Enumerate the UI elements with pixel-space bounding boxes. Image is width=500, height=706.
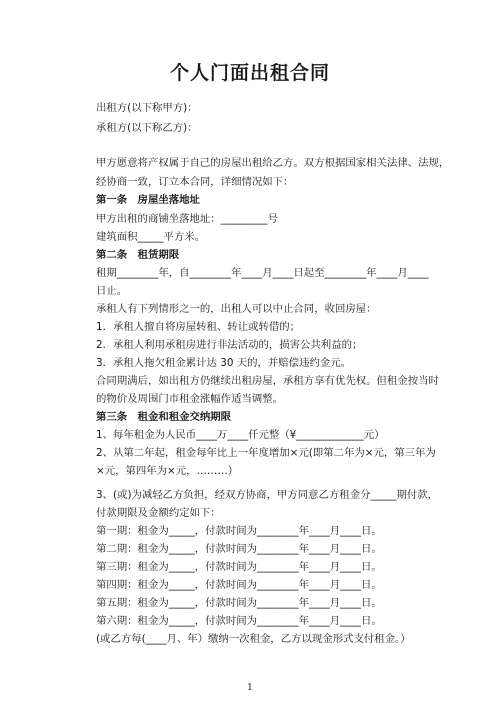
article-3-item-3a: 3、(或)为减轻乙方负担，经双方协商，甲方同意乙方租金分_____期付款， — [96, 489, 439, 501]
article-2-line-1: 租期________年，自________年____月____日起至________年____月____ — [96, 267, 429, 279]
payment-period-6: 第六期：租金为_____，付款时间为________年____月____日。 — [96, 615, 382, 627]
page-number: 1 — [247, 683, 253, 693]
article-3-item-3b: 付款期限及金额约定如下： — [96, 507, 221, 519]
article-2-heading: 第二条 租赁期限 — [96, 249, 180, 261]
article-1-heading: 第一条 房屋坐落地址 — [96, 194, 200, 206]
payment-period-3: 第三期：租金为_____，付款时间为________年____月____日。 — [96, 561, 382, 573]
payment-period-4: 第四期：租金为_____，付款时间为________年____月____日。 — [96, 579, 382, 591]
article-2-item-1: 1．承租人擅自将房屋转租、转让或转借的； — [96, 321, 301, 333]
intro-line-1: 甲方愿意将产权属于自己的房屋出租给乙方。双方根据国家相关法律、法规， — [96, 157, 450, 169]
payment-period-1: 第一期：租金为_____，付款时间为________年____月____日。 — [96, 525, 382, 537]
article-3-item-2a: 2、从第二年起，租金每年比上一年度增加×元(即第二年为×元，第三年为 — [96, 447, 436, 459]
article-1-line-1: 甲方出租的商铺坐落地址：_________号 — [96, 213, 278, 225]
article-3-item-2b: ×元，第四年为×元，………） — [96, 465, 239, 477]
intro-line-2: 经协商一致，订立本合同，详细情况如下： — [96, 176, 294, 188]
article-2-item-2: 2．承租人利用承租房进行非法活动的，损害公共利益的； — [96, 339, 363, 351]
closing-line: (或乙方每(____月、年）缴纳一次租金，乙方以现金形式支付租金。） — [96, 633, 411, 645]
payment-period-2: 第二期：租金为_____，付款时间为________年____月____日。 — [96, 543, 382, 555]
article-2-item-3: 3．承租人拖欠租金累计达 30 天的，并赔偿违约金元。 — [96, 357, 352, 369]
document-title: 个人门面出租合同 — [169, 62, 330, 84]
article-2-line-3: 承租人有下列情形之一的，出租人可以中止合同，收回房屋： — [96, 303, 377, 315]
article-1-line-2: 建筑面积_____平方米。 — [96, 231, 206, 243]
payment-period-5: 第五期：租金为_____，付款时间为________年____月____日。 — [96, 597, 382, 609]
article-2-line-4: 合同期满后，如出租方仍继续出租房屋，承租方享有优先权。但租金按当时 — [96, 375, 439, 387]
article-2-line-2: 日止。 — [96, 285, 128, 297]
article-3-heading: 第三条 租金和租金交纳期限 — [96, 411, 232, 423]
lessee-line: 承租方(以下称乙方)： — [96, 122, 198, 134]
article-3-item-1: 1、每年租金为人民币____万____仟元整（¥_____________元） — [96, 429, 385, 441]
lessor-line: 出租方(以下称甲方)： — [96, 102, 198, 114]
article-2-line-5: 的物价及周围门市租金涨幅作适当调整。 — [96, 393, 284, 405]
